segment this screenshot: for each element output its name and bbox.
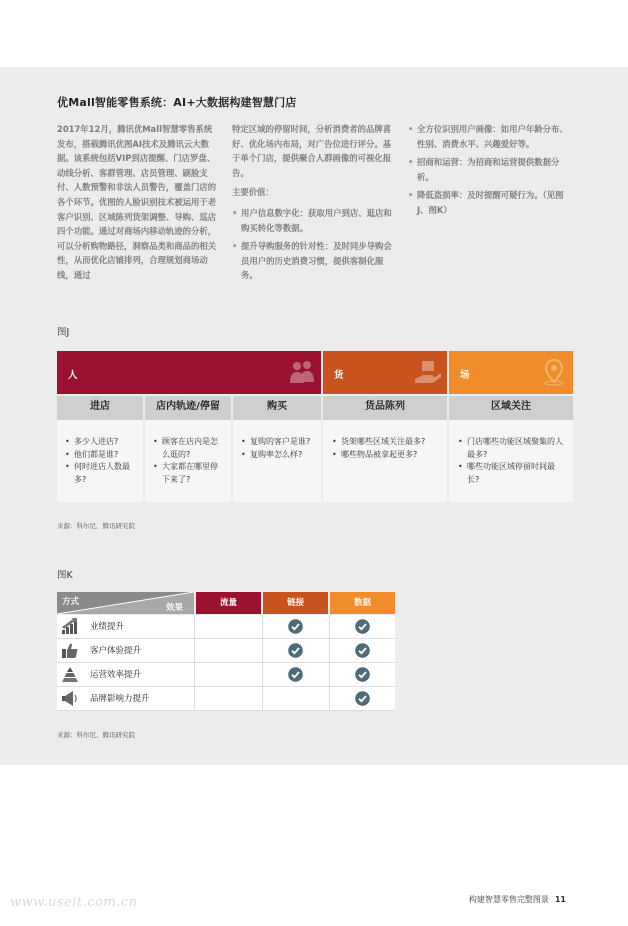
- divider: [329, 663, 330, 686]
- list-item: • 复购率怎么样?: [241, 449, 315, 462]
- column-header-data: 数据: [330, 592, 395, 614]
- column-box: [57, 420, 143, 502]
- thumbs-up-icon: [61, 642, 79, 659]
- value-heading: 主要价值：: [232, 187, 274, 198]
- figure-j-label: 图J: [57, 327, 70, 338]
- column-title: 进店: [90, 401, 110, 412]
- divider: [329, 687, 330, 710]
- footer-text: 构建智慧零售完整图景: [468, 895, 549, 904]
- tab-enter-store: [57, 396, 143, 420]
- divider: [262, 639, 263, 662]
- list-item: • 他们都是谁?: [65, 449, 137, 462]
- section-title: 优Mall智能零售系统：AI+大数据构建智慧门店: [57, 96, 297, 109]
- list-item: • 多少人进店?: [65, 436, 137, 449]
- check-icon: [355, 643, 370, 658]
- column-box: [449, 420, 573, 502]
- list-item: • 门店哪些功能区域聚集的人最多?: [458, 436, 565, 461]
- check-icon: [288, 667, 303, 682]
- list-item: • 货架哪些区域关注最多?: [332, 436, 443, 449]
- check-icon: [288, 619, 303, 634]
- tab-in-store-track: [145, 396, 231, 420]
- tab-purchase: [233, 396, 321, 420]
- corner-label-effect: 效果: [166, 603, 184, 613]
- column-title: 购买: [267, 401, 287, 412]
- table-row: [57, 663, 395, 687]
- list-item: • 提升导购服务的针对性：及时同步导购会员用户的历史消费习惯，提供客制化服务。: [232, 239, 394, 283]
- divider: [194, 639, 195, 662]
- list-item: • 哪些功能区域停留时间最长?: [458, 461, 565, 486]
- check-icon: [355, 667, 370, 682]
- list-item: • 降低盗损率：及时提醒可疑行为。（见图J、图K）: [408, 188, 574, 217]
- corner-label-method: 方式: [62, 597, 80, 607]
- intro-paragraph: 特定区域的停留时间，分析消费者的品牌喜好、优化场内布局，对广告位进行评分。基于单个门店，提供聚合人群画像的可视化报告。: [232, 124, 392, 178]
- divider: [329, 615, 330, 638]
- figure-k-source: 来源：科尔尼、腾讯研究院: [57, 731, 135, 739]
- column-box: [145, 420, 231, 502]
- page-number: 11: [554, 895, 566, 904]
- row-label: 客户体验提升: [90, 646, 142, 656]
- intro-paragraph: 2017年12月，腾讯优Mall智慧零售系统发布，搭载腾讯优图AI技术及腾讯云大数据。该系统包括VIP到店提醒、门店罗盘、动线分析、客群管理、店员管理、刷脸支付、人数预警和非法人员警告，覆盖门店的各个环节。优图的人脸识别技术被运用于老客户识别、区域陈列货架调整、导购、巡店四个功能。通过对商场内移动轨迹的分析，可以分析购物路径，洞察品类和商品的相关性，从而优化店铺排列，合理规划商场动线，通过: [57, 124, 217, 280]
- figure-k-label: 图K: [57, 570, 73, 581]
- megaphone-icon: [61, 690, 79, 707]
- list-item: • 何时进店人数最多?: [65, 461, 137, 486]
- intro-column-2: [232, 122, 394, 287]
- page-footer: [469, 894, 566, 905]
- column-box: [233, 420, 321, 502]
- watermark: www.useit.com.cn: [10, 895, 138, 910]
- divider: [194, 663, 195, 686]
- check-icon: [355, 691, 370, 706]
- list-item: • 招商和运营：为招商和运营提供数据分析。: [408, 155, 574, 184]
- people-icon: [287, 357, 317, 387]
- tab-display: [323, 396, 447, 420]
- figure-j-source: 来源：科尔尼、腾讯研究院: [57, 522, 135, 530]
- row-label: 业绩提升: [90, 622, 125, 632]
- row-label: 运营效率提升: [90, 670, 142, 680]
- group-header-people: [57, 351, 321, 394]
- column-title: 店内轨迹/停留: [156, 401, 220, 412]
- goods-hand-icon: [413, 357, 443, 387]
- list-item: • 复购的客户是谁?: [241, 436, 315, 449]
- group-title: 场: [460, 370, 470, 381]
- group-header-goods: [323, 351, 447, 394]
- list-item: • 全方位识别用户画像：如用户年龄分布、性别、消费水平、兴趣爱好等。: [408, 122, 574, 151]
- column-header-link: 链接: [263, 592, 328, 614]
- list-item: • 用户信息数字化：获取用户到店、逛店和购买转化等数据。: [232, 206, 394, 235]
- divider: [262, 615, 263, 638]
- divider: [262, 663, 263, 686]
- check-icon: [288, 643, 303, 658]
- intro-column-3: [408, 122, 574, 222]
- divider: [194, 615, 195, 638]
- divider: [329, 639, 330, 662]
- table-row: [57, 615, 395, 639]
- list-item: • 大家都在哪里停下来了?: [153, 461, 225, 486]
- table-row: [57, 639, 395, 663]
- growth-chart-icon: [61, 618, 79, 635]
- list-item: • 顾客在店内是怎么逛的?: [153, 436, 225, 461]
- location-pin-icon: [539, 357, 569, 387]
- tab-area-focus: [449, 396, 573, 420]
- list-item: • 哪些物品被拿起更多?: [332, 449, 443, 462]
- divider: [194, 687, 195, 710]
- check-icon: [355, 619, 370, 634]
- group-header-place: [449, 351, 573, 394]
- divider: [262, 687, 263, 710]
- pyramid-icon: [61, 666, 79, 683]
- column-header-traffic: 流量: [196, 592, 261, 614]
- group-title: 货: [334, 370, 344, 381]
- intro-column-1: [57, 122, 219, 288]
- row-label: 品牌影响力提升: [90, 694, 150, 704]
- table-row: [57, 687, 395, 711]
- value-list: [232, 206, 394, 283]
- column-box: [323, 420, 447, 502]
- column-title: 区域关注: [491, 401, 531, 412]
- value-list: [408, 122, 574, 218]
- group-title: 人: [68, 370, 78, 381]
- column-title: 货品陈列: [365, 401, 405, 412]
